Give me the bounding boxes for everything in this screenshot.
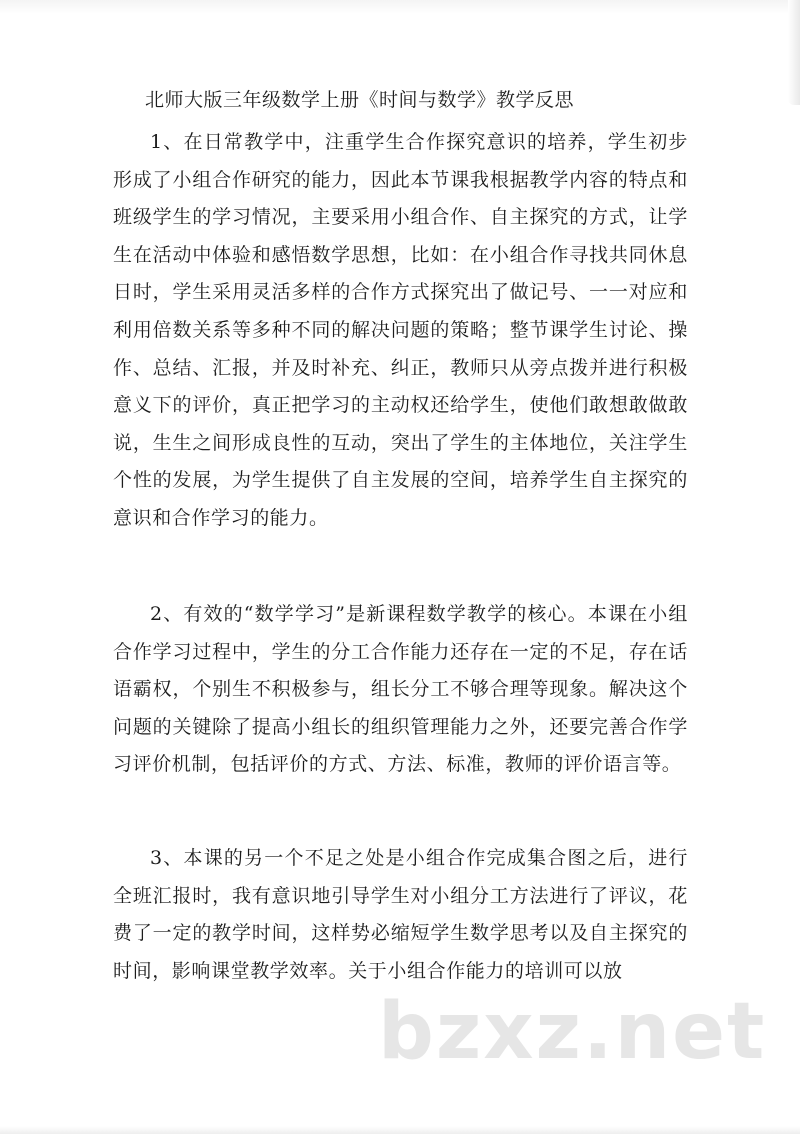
page-top-shadow (0, 0, 800, 14)
document-title: 北师大版三年级数学上册《时间与数学》教学反思 (145, 89, 575, 111)
paragraph-2: 2、有效的“数学学习”是新课程数学教学的核心。本课在小组合作学习过程中，学生的分工合作能力还存在一定的不足，存在话语霸权，个别生不积极参与，组长分工不够合理等现象。解决这个问题的关键除了提高小组长的组织管理能力之外，还要完善合作学习评价机制，包括评价的方式、方法、标准，教师的评价语言等。 (113, 603, 688, 776)
watermark-logo: bzxz.net (378, 987, 767, 1077)
paragraph-1: 1、在日常教学中，注重学生合作探究意识的培养，学生初步形成了小组合作研究的能力，因此本节课我根据教学内容的特点和班级学生的学习情况，主要采用小组合作、自主探究的方式，让学生在活动中体验和感悟数学思想，比如：在小组合作寻找共同休息日时，学生采用灵活多样的合作方式探究出了做记号、一一对应和利用倍数关系等多种不同的解决问题的策略；整节课学生讨论、操作、总结、汇报，并及时补充、纠正，教师只从旁点拨并进行积极意义下的评价，真正把学习的主动权还给学生，使他们敢想敢做敢说，生生之间形成良性的互动，突出了学生的主体地位，关注学生个性的发展，为学生提供了自主发展的空间，培养学生自主探究的意识和合作学习的能力。 (113, 131, 688, 529)
page-edge-scroll-shadow (788, 0, 800, 105)
page-bottom-shadow (0, 1126, 800, 1134)
paragraph-3: 3、本课的另一个不足之处是小组合作完成集合图之后，进行全班汇报时，我有意识地引导学生对小组分工方法进行了评议，花费了一定的教学时间，这样势必缩短学生数学思考以及自主探究的时间，影响课堂教学效率。关于小组合作能力的培训可以放 (113, 847, 688, 982)
